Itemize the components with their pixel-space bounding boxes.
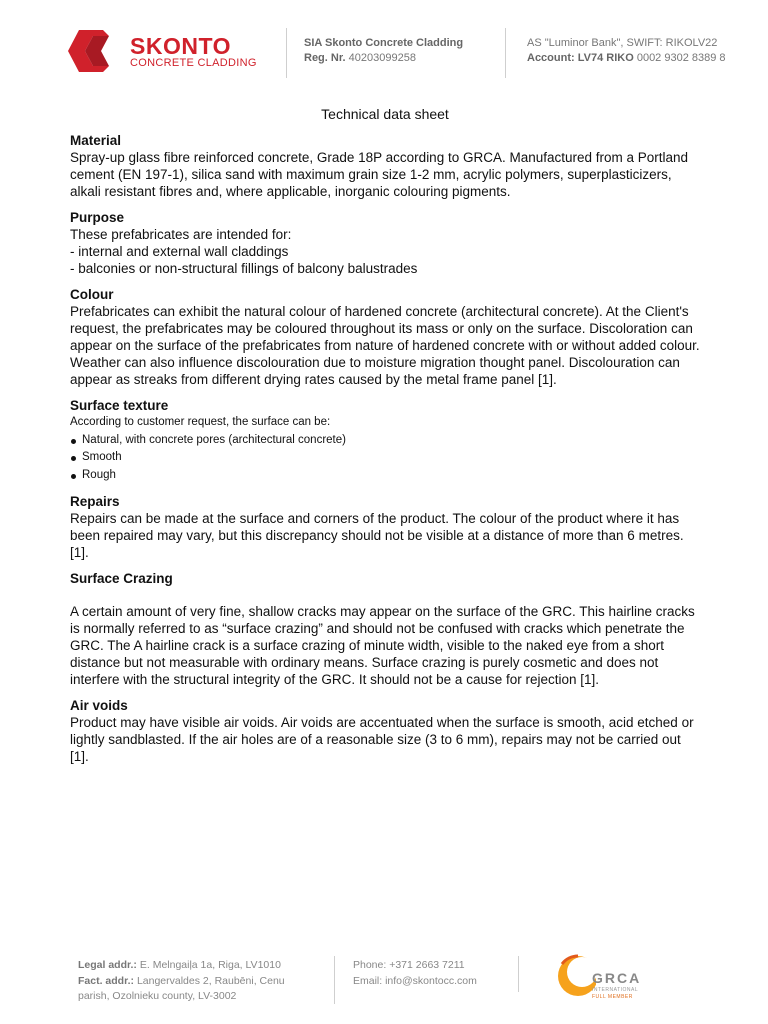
- section-heading: Purpose: [70, 210, 125, 225]
- section-repairs: [70, 493, 700, 561]
- grca-name: GRCA: [592, 970, 642, 986]
- fact-value-line2: parish, Ozolnieku county, LV-3002: [78, 990, 237, 1002]
- grca-member: FULL MEMBER: [592, 994, 633, 1000]
- email-text: Email: info@skontocc.com: [353, 974, 477, 987]
- company-info: [304, 36, 463, 66]
- list-item: Rough: [70, 467, 700, 485]
- skonto-logo-icon: [68, 30, 114, 72]
- grca-logo: [556, 946, 666, 1006]
- section-text: A certain amount of very fine, shallow cracks may appear on the surface of the GRC. This hairline cracks is normally referred to as “surface crazing” and should not be confused with cracks which penetrate the GRC. The A hairline crack is a surface crazing of minute width, visible to the naked eye from a short distance but not measurable with ordinary means. Surface crazing is purely cosmetic and does not interfere with the structural integrity of the GRC. It should not be a cause for rejection [1].: [70, 604, 695, 687]
- reg-label: Reg. Nr.: [304, 52, 346, 64]
- page-header: [0, 0, 768, 90]
- section-purpose: [70, 209, 700, 277]
- header-divider: [505, 28, 506, 78]
- company-name: SIA Skonto Concrete Cladding: [304, 37, 464, 49]
- section-heading: Air voids: [70, 698, 128, 713]
- header-divider: [286, 28, 287, 78]
- section-colour: [70, 286, 700, 388]
- section-heading: Surface texture: [70, 398, 169, 413]
- section-air-voids: [70, 697, 700, 765]
- brand-subtitle: CONCRETE CLADDING: [130, 57, 257, 69]
- fact-label: Fact. addr.:: [78, 974, 135, 987]
- reg-value: 40203099258: [348, 52, 416, 64]
- section-heading: Repairs: [70, 494, 120, 509]
- bank-info: [527, 36, 726, 66]
- section-heading: Colour: [70, 287, 114, 302]
- section-material: [70, 132, 700, 200]
- legal-value: E. Melngaiļa 1a, Riga, LV1010: [139, 959, 281, 971]
- account-label: Account: LV74 RIKO: [527, 52, 634, 64]
- phone-text: Phone: +371 2663 7211: [353, 959, 465, 971]
- address-info: [78, 958, 285, 1005]
- grca-subtitle: INTERNATIONAL: [592, 987, 639, 993]
- section-heading: Surface Crazing: [70, 571, 173, 586]
- section-surface-texture: [70, 397, 700, 484]
- brand-name: SKONTO: [130, 33, 231, 59]
- section-surface-crazing: [70, 570, 700, 688]
- page-footer: [0, 940, 768, 1024]
- grca-sun-icon: [556, 948, 596, 1004]
- section-text: - balconies or non-structural fillings of balcony balustrades: [70, 261, 418, 276]
- account-value: 0002 9302 8389 8: [636, 52, 726, 64]
- section-text: Prefabricates can exhibit the natural colour of hardened concrete (architectural concrete). At the Client's request, the prefabricates may be coloured throughout its mass or only on the surface. Discoloration can appear on the surface of the prefabricates from nature of hardened concrete with or without added colour.: [70, 304, 700, 353]
- footer-divider: [334, 956, 335, 1004]
- list-item: Smooth: [70, 449, 700, 467]
- fact-value: Langervaldes 2, Raubēni, Cenu: [136, 974, 285, 987]
- legal-label: Legal addr.:: [78, 959, 137, 971]
- section-text: Repairs can be made at the surface and corners of the product. The colour of the product where it has been repaired may vary, but this discrepancy should not be visible at a distance of more than 6 metres. [1].: [70, 511, 684, 560]
- contact-info: [353, 958, 477, 989]
- document-title: Technical data sheet: [321, 106, 449, 122]
- list-item: Natural, with concrete pores (architectural concrete): [70, 432, 700, 450]
- document-body: [70, 106, 700, 774]
- texture-list: [70, 432, 700, 485]
- section-text: According to customer request, the surface can be:: [70, 416, 331, 428]
- section-text: These prefabricates are intended for:: [70, 227, 292, 242]
- footer-divider: [518, 956, 519, 992]
- section-heading: Material: [70, 133, 122, 148]
- bank-name: AS "Luminor Bank", SWIFT: RIKOLV22: [527, 37, 718, 49]
- section-text: Spray-up glass fibre reinforced concrete, Grade 18P according to GRCA. Manufactured from a Portland cement (EN 197-1), silica sand with maximum grain size 1-2 mm, acrylic polymers, superplasticizers, alkali resistant fibres and, where applicable, inorganic colouring pigments.: [70, 150, 689, 199]
- section-text: - internal and external wall claddings: [70, 244, 289, 259]
- section-text: Weather can also influence discolouration due to moisture migration thought panel. Discolouration can appear as streaks from different drying rates caused by the metal frame panel [1].: [70, 355, 680, 387]
- skonto-logo: [68, 30, 257, 76]
- section-text: Product may have visible air voids. Air voids are accentuated when the surface is smooth, acid etched or lightly sandblasted. If the air holes are of a reasonable size (3 to 6 mm), repairs may not be carried out [1].: [70, 715, 694, 764]
